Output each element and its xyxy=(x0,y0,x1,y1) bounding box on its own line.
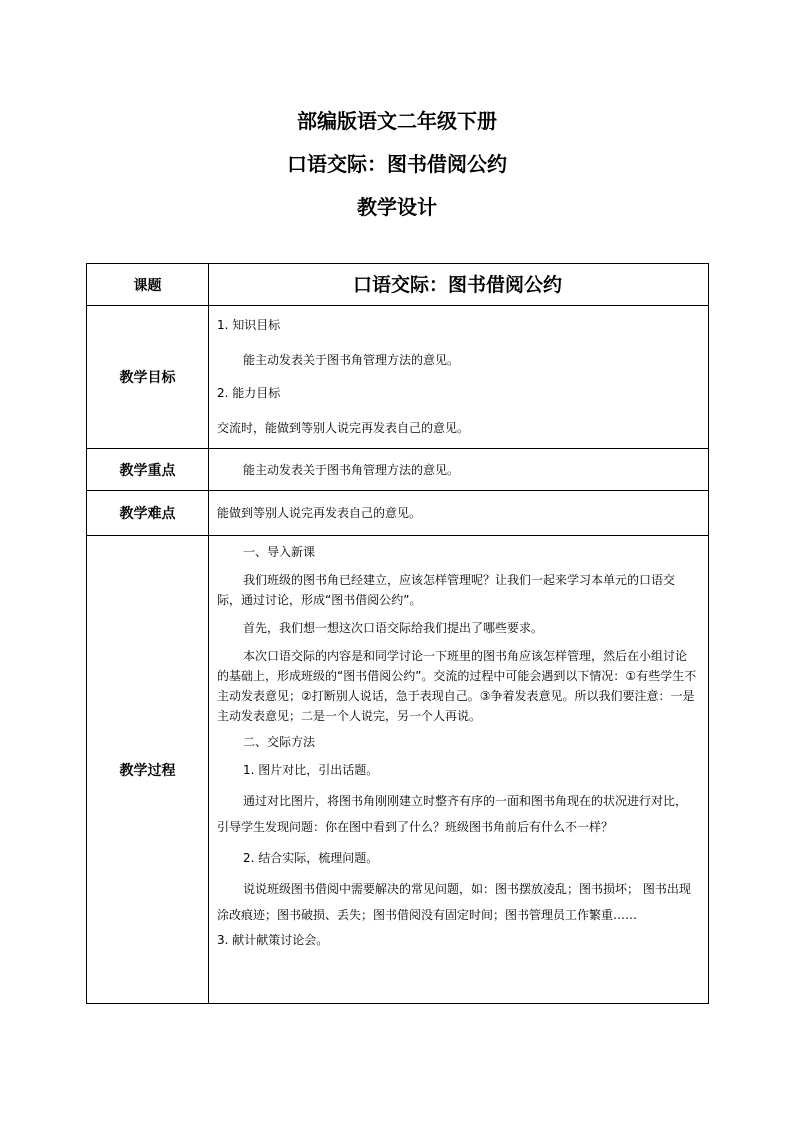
table-row-key-points xyxy=(87,449,709,491)
title-line-1: 部编版语文二年级下册 xyxy=(297,109,497,133)
process-item-1: 1. 图片对比，引出话题。 xyxy=(243,763,379,777)
table-row-difficulties xyxy=(87,491,709,536)
process-item-3: 3. 献计献策讨论会。 xyxy=(217,933,329,947)
title-line-3: 教学设计 xyxy=(357,195,437,219)
process-paragraph-5: 说说班级图书借阅中需要解决的常见问题，如：图书摆放凌乱；图书损坏； 图书出现涂改痕迹；图书破损、丢失；图书借阅没有固定时间；图书管理员工作繁重…… xyxy=(217,882,691,922)
difficulties-label: 教学难点 xyxy=(87,491,209,536)
goal-2-text: 交流时，能做到等别人说完再发表自己的意见。 xyxy=(217,421,470,435)
table-row-goals xyxy=(87,306,709,449)
goal-1-text: 能主动发表关于图书角管理方法的意见。 xyxy=(243,353,460,367)
process-section-2: 二、交际方法 xyxy=(243,735,316,749)
key-points-text xyxy=(209,449,709,491)
process-content xyxy=(209,536,709,1004)
document-title xyxy=(0,103,794,232)
goal-1-title: 1. 知识目标 xyxy=(217,318,281,332)
key-points-label: 教学重点 xyxy=(87,449,209,491)
title-line-2: 口语交际：图书借阅公约 xyxy=(287,152,507,176)
process-paragraph-4: 通过对比图片，将图书角刚刚建立时整齐有序的一面和图书角现在的状况进行对比，引导学生发现问题：你在图中看到了什么？班级图书角前后有什么不一样？ xyxy=(217,794,688,834)
table-row-topic xyxy=(87,264,709,306)
process-section-1: 一、导入新课 xyxy=(243,545,316,559)
topic-value: 口语交际：图书借阅公约 xyxy=(209,264,709,306)
lesson-plan-table xyxy=(86,263,709,1004)
process-paragraph-3: 本次口语交际的内容是和同学讨论一下班里的图书角应该怎样管理，然后在小组讨论的基础上，形成班级的“图书借阅公约”。交流的过程中可能会遇到以下情况：①有些学生不主动发表意见；②打断别人说话，急于表现自己。③争着发表意见。所以我们要注意：一是主动发表意见；二是一个人说完，另一个人再说。 xyxy=(217,649,697,723)
table-row-process xyxy=(87,536,709,1004)
goal-2-title: 2. 能力目标 xyxy=(217,386,281,400)
goals-label: 教学目标 xyxy=(87,306,209,449)
process-paragraph-1: 我们班级的图书角已经建立，应该怎样管理呢？让我们一起来学习本单元的口语交际，通过讨论，形成“图书借阅公约”。 xyxy=(217,573,676,607)
goals-content xyxy=(209,306,709,449)
difficulties-value: 能做到等别人说完再发表自己的意见。 xyxy=(217,506,422,520)
process-item-2: 2. 结合实际，梳理问题。 xyxy=(243,851,379,865)
topic-label: 课题 xyxy=(87,264,209,306)
key-points-value: 能主动发表关于图书角管理方法的意见。 xyxy=(243,462,460,477)
process-label: 教学过程 xyxy=(87,536,209,1004)
difficulties-text xyxy=(209,491,709,536)
process-paragraph-2: 首先，我们想一想这次口语交际给我们提出了哪些要求。 xyxy=(243,621,544,635)
